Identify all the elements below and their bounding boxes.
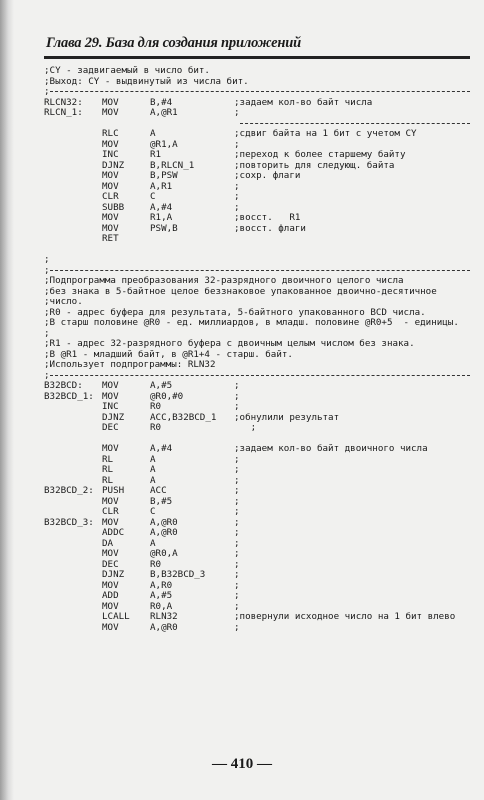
code-comment: ;переход к более старшему байту	[234, 149, 406, 160]
code-line	[44, 549, 474, 560]
comment-line	[44, 339, 474, 350]
code-comment: ;	[234, 138, 240, 150]
code-comment: ;восст. R1	[234, 212, 301, 223]
code-operand: A,#5	[150, 380, 173, 391]
code-comment: ;	[234, 600, 240, 612]
code-comment: ;	[234, 380, 240, 391]
code-comment: ;повторить для следующ. байта	[234, 159, 395, 171]
code-opcode: MOV	[102, 212, 119, 223]
code-comment: ;	[234, 537, 240, 549]
code-operand: R0	[150, 401, 162, 412]
code-comment: ;	[234, 464, 240, 475]
code-operand: A,@R0	[150, 621, 178, 633]
code-opcode: INC	[102, 401, 119, 412]
code-label: B32BCD:	[44, 380, 83, 391]
code-comment: ;	[234, 453, 240, 465]
code-comment: ;	[234, 107, 240, 118]
code-operand: A,@R0	[150, 516, 178, 528]
code-opcode: MOV	[102, 516, 119, 528]
code-comment: ;	[234, 495, 240, 507]
code-opcode: MOV	[102, 96, 119, 108]
code-operand: A	[150, 464, 156, 475]
header-rule	[44, 56, 470, 59]
comment-text: ;	[44, 327, 50, 339]
code-operand: A	[150, 474, 156, 486]
code-opcode: LCALL	[102, 611, 130, 622]
code-comment: ;	[234, 590, 240, 601]
comment-text: ;без знака в 5-байтное целое беззнаковое упакованное двоично-десятичное	[44, 285, 437, 297]
comment-text: ;Подпрограмма преобразования 32-разрядного двоичного целого числа	[44, 275, 404, 286]
code-opcode: RL	[102, 464, 114, 475]
code-comment: ;	[234, 621, 240, 633]
code-line	[44, 528, 474, 539]
code-operand: A,@R0	[150, 527, 178, 538]
code-opcode: RET	[102, 233, 119, 244]
code-opcode: MOV	[102, 222, 119, 234]
code-comment: ;	[234, 180, 240, 192]
code-opcode: MOV	[102, 443, 119, 454]
code-label: RLCN_1:	[44, 107, 83, 118]
separator-semicolon: ;	[44, 369, 50, 381]
comment-line	[44, 276, 474, 287]
code-line	[44, 444, 474, 455]
code-comment: ;	[234, 201, 240, 213]
code-comment: ;	[234, 422, 257, 433]
code-comment: ;	[234, 548, 240, 559]
code-opcode: DEC	[102, 422, 119, 433]
code-operand: A,R1	[150, 180, 173, 192]
code-line	[44, 486, 474, 497]
code-opcode: MOV	[102, 390, 119, 402]
code-operand: PSW,B	[150, 222, 178, 234]
code-line	[44, 171, 474, 182]
code-line	[44, 192, 474, 203]
code-comment: ;повернули исходное число на 1 бит влево	[234, 611, 456, 622]
code-opcode: DJNZ	[102, 411, 125, 423]
code-opcode: CLR	[102, 506, 119, 517]
code-line	[44, 570, 474, 581]
code-line	[44, 612, 474, 623]
code-opcode: DA	[102, 537, 114, 549]
code-operand: B,PSW	[150, 170, 178, 181]
code-line	[44, 381, 474, 392]
code-opcode: MOV	[102, 180, 119, 192]
code-opcode: DJNZ	[102, 159, 125, 171]
comment-text: ;Использует подпрограммы: RLN32	[44, 359, 216, 370]
dashed-rule	[50, 375, 470, 376]
code-opcode: INC	[102, 149, 119, 160]
comment-text: ;В @R1 - младший байт, в @R1+4 - старш. байт.	[44, 348, 293, 360]
code-opcode: MOV	[102, 138, 119, 150]
code-operand: A,@R1	[150, 107, 178, 118]
code-opcode: RL	[102, 453, 114, 465]
code-comment: ;обнулили результат	[234, 411, 340, 423]
code-operand: R0	[150, 422, 162, 433]
code-opcode: CLR	[102, 191, 119, 202]
separator-line	[44, 87, 474, 98]
comment-text: ;CY - задвигаемый в число бит.	[44, 65, 210, 76]
code-line	[44, 234, 474, 245]
code-label: B32BCD_1:	[44, 390, 94, 402]
comment-line	[44, 255, 474, 266]
code-opcode: ADD	[102, 590, 119, 601]
code-comment: ;	[234, 558, 240, 570]
separator-semicolon: ;	[44, 86, 50, 97]
code-opcode: MOV	[102, 107, 119, 118]
code-line	[44, 507, 474, 518]
code-operand: A,#4	[150, 201, 173, 213]
code-operand: RLN32	[150, 611, 178, 622]
comment-text: ;Выход: CY - выдвинутый из числа бит.	[44, 75, 249, 87]
code-opcode: MOV	[102, 170, 119, 181]
code-comment: ;сдвиг байта на 1 бит с учетом CY	[234, 128, 417, 139]
code-operand: @R0,#0	[150, 390, 184, 402]
code-operand: @R1,A	[150, 138, 178, 150]
comment-line	[44, 287, 474, 298]
code-opcode: MOV	[102, 579, 119, 591]
code-operand: C	[150, 506, 156, 517]
comment-text: ;В старш половине @R0 - ед. миллиардов, в младш. половине @R0+5 - единицы.	[44, 317, 459, 328]
code-opcode: RLC	[102, 128, 119, 139]
code-comment: ;задаем кол-во байт числа	[234, 96, 373, 108]
code-line	[44, 423, 474, 434]
code-opcode: DEC	[102, 558, 119, 570]
code-line	[44, 150, 474, 161]
code-operand: B,B32BCD_3	[150, 569, 206, 580]
comment-text: ;число.	[44, 296, 83, 307]
code-operand: A,#4	[150, 443, 173, 454]
code-operand: R0	[150, 558, 162, 570]
code-label: RLCN32:	[44, 96, 83, 108]
code-operand: A	[150, 537, 156, 549]
dashed-rule	[50, 270, 470, 271]
code-comment: ;	[234, 474, 240, 486]
code-operand: B,#4	[150, 96, 173, 108]
code-comment: ;	[234, 516, 240, 528]
code-line	[44, 465, 474, 476]
code-comment: ;сохр. флаги	[234, 170, 301, 181]
code-operand: B,#5	[150, 495, 173, 507]
code-label: B32BCD_3:	[44, 516, 94, 528]
dashed-rule	[240, 123, 470, 124]
comment-text: ;R0 - адрес буфера для результата, 5-байтного упакованного BCD числа.	[44, 306, 426, 318]
code-line	[44, 402, 474, 413]
code-operand: A	[150, 453, 156, 465]
code-line	[44, 129, 474, 140]
comment-line	[44, 297, 474, 308]
code-operand: A,R0	[150, 579, 173, 591]
code-operand: R1	[150, 149, 162, 160]
comment-text: ;	[44, 254, 50, 265]
code-operand: ACC,B32BCD_1	[150, 411, 217, 423]
code-opcode: MOV	[102, 548, 119, 559]
page-edge-shadow	[0, 0, 14, 800]
comment-line	[44, 360, 474, 371]
code-comment: ;	[234, 390, 240, 402]
separator-semicolon: ;	[44, 264, 50, 276]
code-comment: ;	[234, 506, 240, 517]
code-opcode: DJNZ	[102, 569, 125, 580]
comment-line	[44, 77, 474, 88]
code-opcode: MOV	[102, 380, 119, 391]
dashed-rule	[50, 91, 470, 92]
code-comment: ;	[234, 579, 240, 591]
code-operand: R1,A	[150, 212, 173, 223]
blank-line	[44, 245, 474, 256]
code-line	[44, 108, 474, 119]
code-line	[44, 591, 474, 602]
comment-text: ;R1 - адрес 32-разрядного буфера с двоичным целым числом без знака.	[44, 338, 415, 349]
code-comment: ;	[234, 569, 240, 580]
code-label: B32BCD_2:	[44, 485, 94, 496]
code-opcode: MOV	[102, 600, 119, 612]
assembly-listing	[44, 66, 474, 633]
code-opcode: ADDC	[102, 527, 125, 538]
code-operand: C	[150, 191, 156, 202]
code-operand: A	[150, 128, 156, 139]
chapter-header: Глава 29. База для создания приложений	[46, 35, 301, 51]
code-opcode: MOV	[102, 621, 119, 633]
code-operand: ACC	[150, 485, 167, 496]
code-opcode: PUSH	[102, 485, 125, 496]
code-comment: ;	[234, 527, 240, 538]
code-operand: A,#5	[150, 590, 173, 601]
page-number: — 410 —	[212, 756, 272, 772]
code-comment: ;	[234, 401, 240, 412]
code-line	[44, 623, 474, 634]
code-line	[44, 213, 474, 224]
comment-line	[44, 318, 474, 329]
code-comment: ;задаем кол-во байт двоичного числа	[234, 443, 428, 454]
code-comment: ;	[234, 191, 240, 202]
code-opcode: MOV	[102, 495, 119, 507]
code-opcode: RL	[102, 474, 114, 486]
code-operand: @R0,A	[150, 548, 178, 559]
code-comment: ;	[234, 485, 240, 496]
code-opcode: SUBB	[102, 201, 125, 213]
code-comment: ;восст. флаги	[234, 222, 306, 234]
comment-line	[44, 66, 474, 77]
code-operand: B,RLCN_1	[150, 159, 195, 171]
code-operand: R0,A	[150, 600, 173, 612]
